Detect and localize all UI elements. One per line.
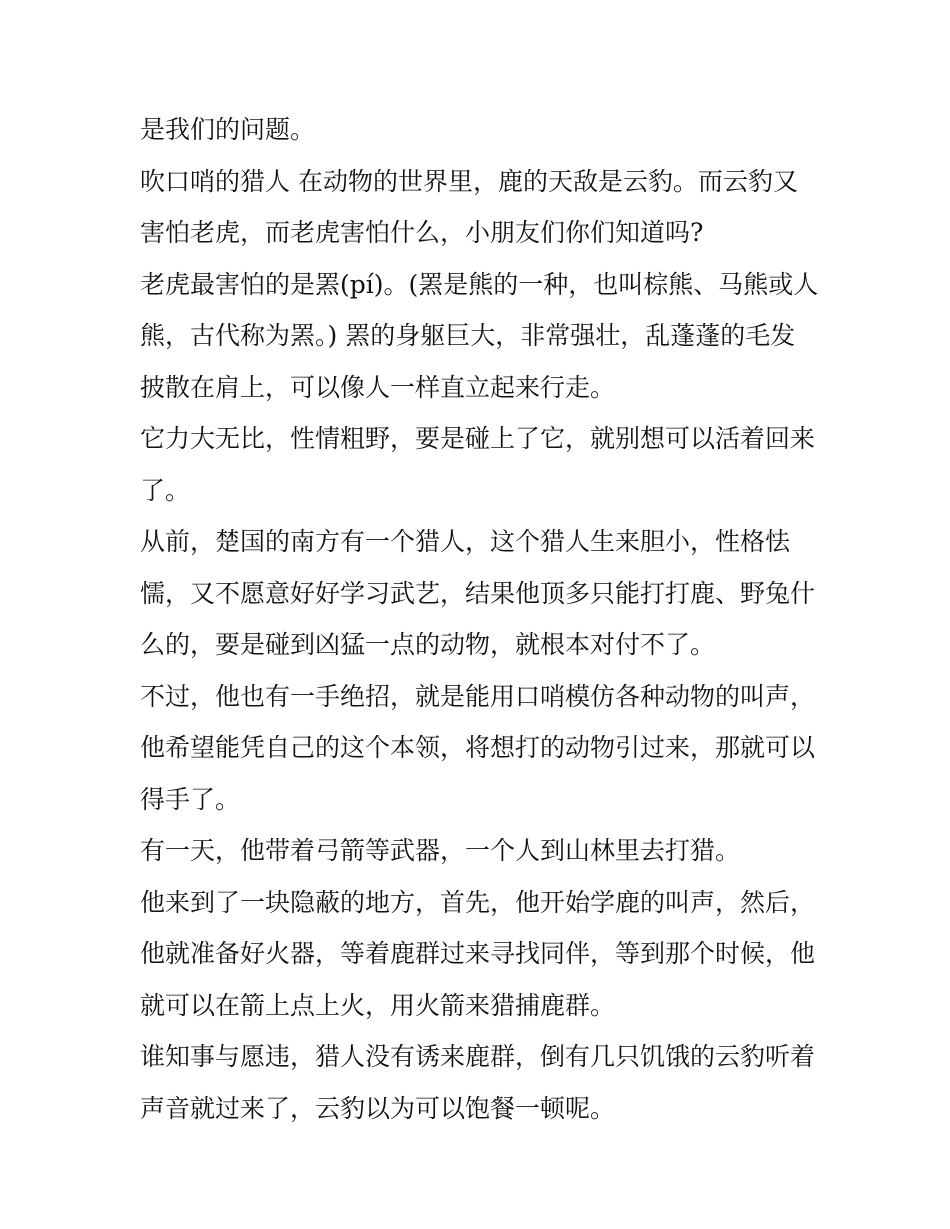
story-text [140, 104, 820, 1134]
text-line: 害怕老虎，而老虎害怕什么，小朋友们你们知道吗? [140, 218, 704, 247]
text-line: 谁知事与愿违，猎人没有诱来鹿群，倒有几只饥饿的云豹听着 [140, 1042, 816, 1071]
text-line: 吹口哨的猎人 在动物的世界里，鹿的天敌是云豹。而云豹又 [140, 166, 798, 196]
text-line: 他希望能凭自己的这个本领，将想打的动物引过来，那就可以 [140, 733, 816, 762]
text-line: 就可以在箭上点上火，用火箭来猎捕鹿群。 [140, 990, 616, 1020]
text-line: 声音就过来了，云豹以为可以饱餐一顿呢。 [140, 1093, 616, 1123]
text-line: 么的，要是碰到凶猛一点的动物，就根本对付不了。 [140, 630, 716, 659]
text-line: 熊，古代称为罴。) 罴的身躯巨大，非常强壮，乱蓬蓬的毛发 [140, 321, 796, 350]
text-line: 不过，他也有一手绝招，就是能用口哨模仿各种动物的叫声， [140, 681, 816, 711]
text-line: 懦，又不愿意好好学习武艺，结果他顶多只能打打鹿、野兔什 [140, 578, 816, 608]
text-line: 它力大无比，性情粗野，要是碰上了它，就别想可以活着回来 [140, 424, 816, 453]
text-line: 得手了。 [140, 784, 241, 814]
text-line: 是我们的问题。 [140, 115, 316, 144]
text-line: 他就准备好火器，等着鹿群过来寻找同伴，等到那个时候，他 [140, 939, 816, 968]
text-line: 披散在肩上，可以像人一样直立起来行走。 [140, 372, 616, 402]
text-line: 了。 [140, 475, 191, 505]
text-line: 从前，楚国的南方有一个猎人，这个猎人生来胆小，性格怯 [140, 527, 791, 556]
text-line: 老虎最害怕的是罴(pí)。(罴是熊的一种，也叫棕熊、马熊或人 [140, 269, 819, 299]
text-line: 有一天，他带着弓箭等武器，一个人到山林里去打猎。 [140, 836, 741, 865]
text-line: 他来到了一块隐蔽的地方，首先，他开始学鹿的叫声，然后， [140, 887, 816, 917]
